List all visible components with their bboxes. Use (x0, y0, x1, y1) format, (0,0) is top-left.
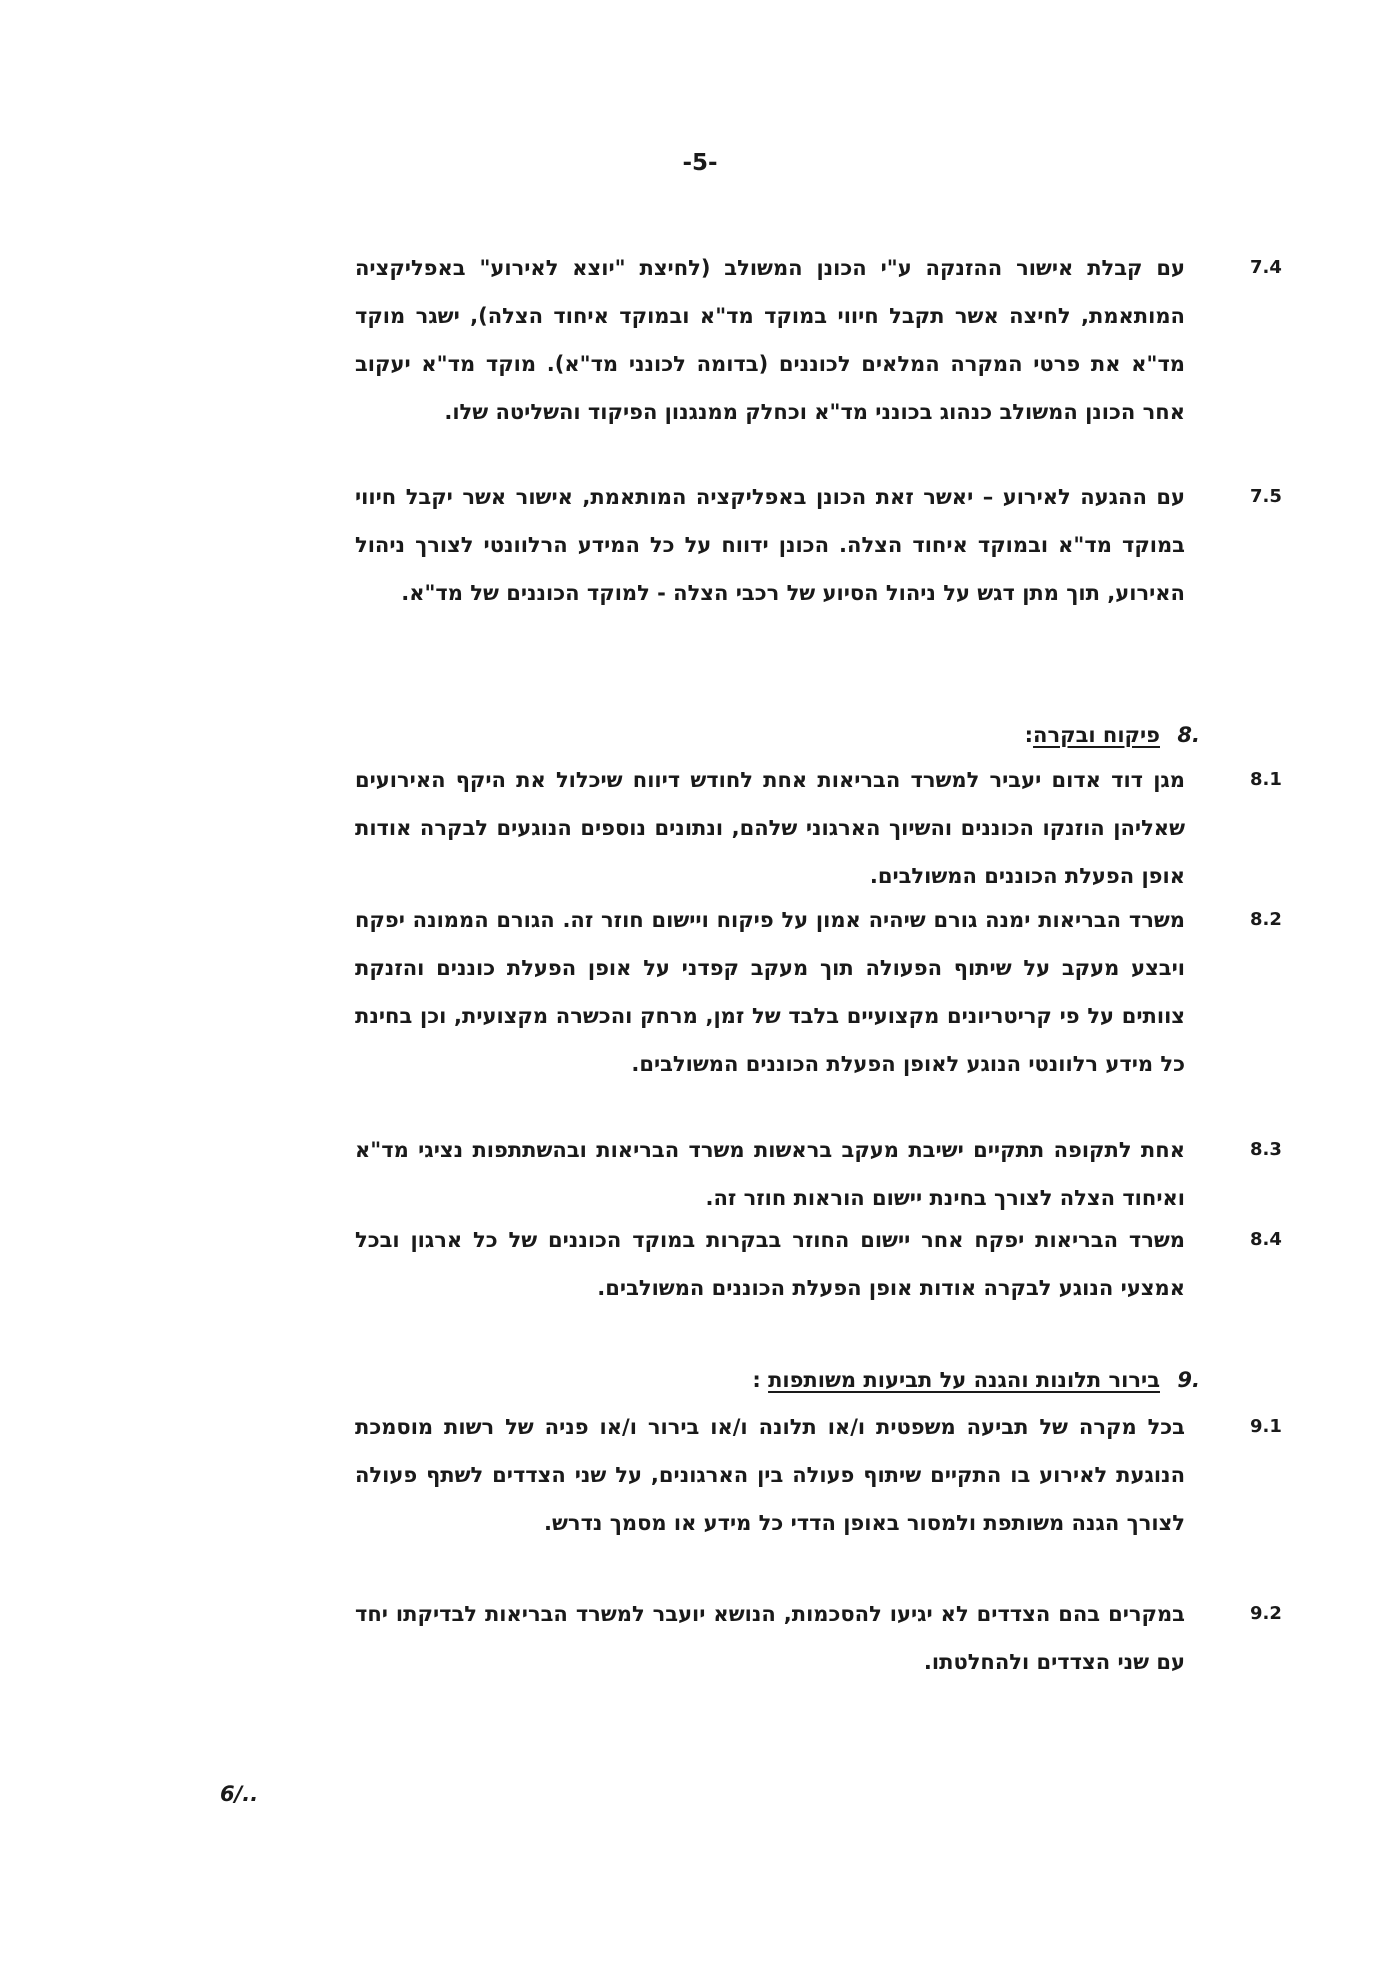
clause-text: משרד הבריאות יפקח אחר יישום החוזר בבקרות במוקד הכוננים של כל ארגון ובכל אמצעי הנוגע לבקרה אודות אופן הפעלת הכוננים המשולבים. (355, 1228, 1185, 1300)
clause-number: 9.1 (1250, 1416, 1282, 1437)
clause-8-1 (210, 756, 1310, 900)
clause-8-3 (210, 1126, 1310, 1222)
clause-9-2 (210, 1590, 1310, 1686)
clause-8-2 (210, 896, 1310, 1136)
clause-8-4 (210, 1216, 1310, 1312)
clause-9-1 (210, 1403, 1310, 1595)
clause-text: במקרים בהם הצדדים לא יגיעו להסכמות, הנושא יועבר למשרד הבריאות לבדיקתו יחד עם שני הצדדים ולהחלטתו. (355, 1602, 1185, 1674)
clause-text: אחת לתקופה תתקיים ישיבת מעקב בראשות משרד הבריאות ובהשתתפות נציגי מד"א ואיחוד הצלה לצורך בחינת יישום הוראות חוזר זה. (355, 1138, 1185, 1210)
clause-text: בכל מקרה של תביעה משפטית ו/או תלונה ו/או בירור ו/או פניה של רשות מוסמכת הנוגעת לאירוע בו התקיים שיתוף פעולה בין הארגונים, על שני הצדדים לשתף פעולה לצורך הגנה משותפת ולמסור באופן הדדי כל מידע או מסמך נדרש. (355, 1415, 1185, 1535)
clause-number: 8.3 (1250, 1139, 1282, 1160)
section-title (1025, 715, 1160, 755)
section-number: 9. (1177, 1368, 1200, 1392)
clause-number: 8.1 (1250, 769, 1282, 790)
section-9-heading (600, 1360, 1200, 1400)
section-title-suffix: : (752, 1368, 769, 1392)
section-title-suffix: : (1024, 723, 1034, 747)
clause-text: מגן דוד אדום יעביר למשרד הבריאות אחת לחודש דיווח שיכלול את היקף האירועים שאליהן הוזנקו הכוננים והשיוך הארגוני שלהם, ונתונים נוספים הנוגעים לבקרה אודות אופן הפעלת הכוננים המשולבים. (355, 768, 1185, 888)
section-title (752, 1360, 1160, 1400)
section-8-heading (600, 715, 1200, 755)
clause-number: 8.4 (1250, 1229, 1282, 1250)
next-page-marker: 6/.. (220, 1782, 259, 1806)
section-title-text: בירור תלונות והגנה על תביעות משותפות (768, 1368, 1160, 1392)
clause-number: 7.5 (1250, 486, 1282, 507)
section-title-text: פיקוח ובקרה (1033, 723, 1160, 747)
clause-number: 9.2 (1250, 1603, 1282, 1624)
clause-number: 8.2 (1250, 909, 1282, 930)
page-number: -5- (682, 150, 718, 176)
clause-number: 7.4 (1250, 257, 1282, 278)
section-number: 8. (1177, 723, 1200, 747)
clause-7-4 (210, 244, 1310, 484)
clause-text: עם ההגעה לאירוע – יאשר זאת הכונן באפליקציה המותאמת, אישור אשר יקבל חיווי במוקד מד"א ובמוקד איחוד הצלה. הכונן ידווח על כל המידע הרלוונטי לצורך ניהול האירוע, תוך מתן דגש על ניהול הסיוע של רכבי הצלה - למוקד הכוננים של מד"א. (355, 485, 1185, 605)
clause-text: משרד הבריאות ימנה גורם שיהיה אמון על פיקוח ויישום חוזר זה. הגורם הממונה יפקח ויבצע מעקב על שיתוף הפעולה תוך מעקב קפדני על אופן הפעלת כוננים והזנקת צוותים על פי קריטריונים מקצועיים בלבד של זמן, מרחק והכשרה מקצועית, וכן בחינת כל מידע רלוונטי הנוגע לאופן הפעלת הכוננים המשולבים. (355, 908, 1185, 1076)
clause-7-5 (210, 473, 1310, 665)
clause-text: עם קבלת אישור ההזנקה ע"י הכונן המשולב (לחיצת "יוצא לאירוע" באפליקציה המותאמת, לחיצה אשר תקבל חיווי במוקד מד"א ובמוקד איחוד הצלה), ישגר מוקד מד"א את פרטי המקרה המלאים לכוננים (בדומה לכונני מד"א). מוקד מד"א יעקוב אחר הכונן המשולב כנהוג בכונני מד"א וכחלק ממנגנון הפיקוד והשליטה שלו. (355, 256, 1185, 424)
